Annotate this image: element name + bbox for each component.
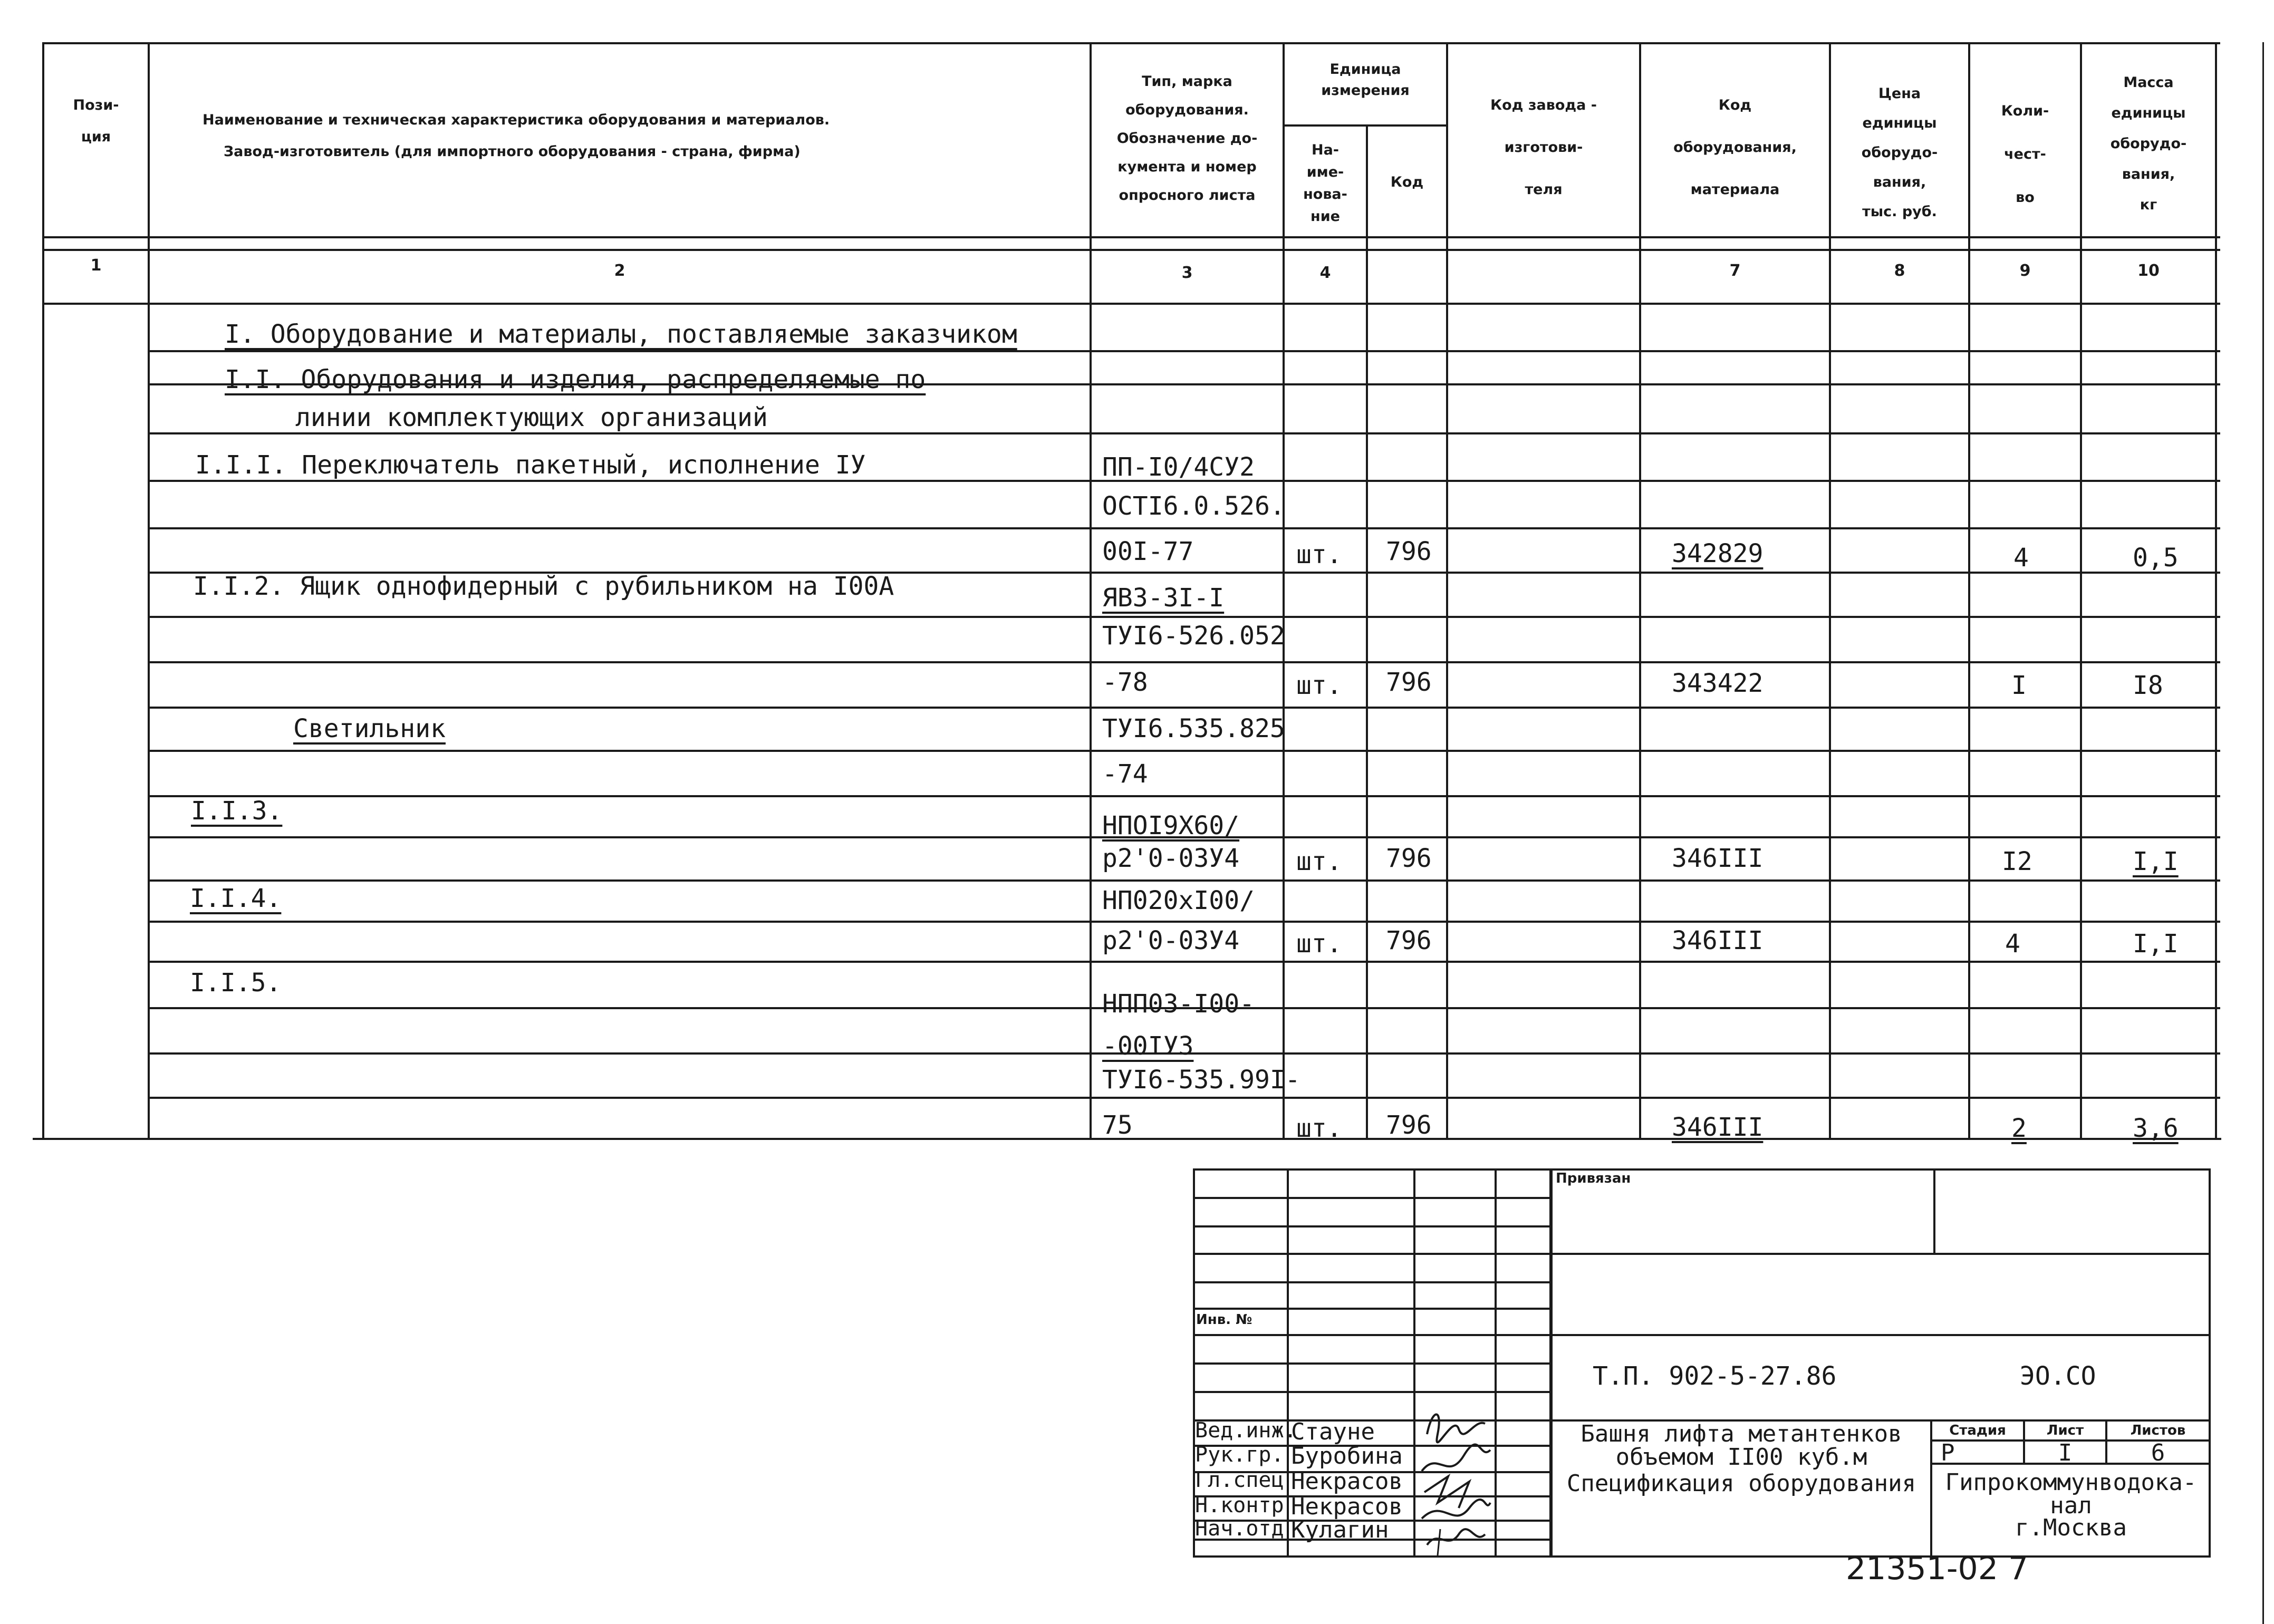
item-type: -74: [1102, 759, 1148, 789]
item-unit-code: 796: [1386, 668, 1432, 697]
item-type: ЯВЗ-3I-I: [1102, 583, 1225, 613]
stamp-grid-h: [1193, 1253, 1552, 1255]
header-quantity: Коли- чест- во: [2001, 103, 2049, 206]
stamp-project-line3: Спецификация оборудования: [1566, 1470, 1916, 1497]
col-divider: [148, 42, 150, 1140]
item-type: НП020хI00/: [1102, 886, 1255, 915]
header-unit-mass: Масса единицы оборудо- вания, кг: [2110, 74, 2187, 213]
stamp-person: Некрасов: [1291, 1493, 1403, 1520]
item-quantity: I: [2011, 671, 2027, 700]
stamp-org-line1: Гипрокоммунводока-: [1945, 1469, 2197, 1496]
item-mass: I,I: [2133, 847, 2179, 876]
item-unit: шт.: [1296, 929, 1342, 959]
row-line: [148, 527, 2220, 529]
stamp-sheet-code: ЭО.СО: [2020, 1361, 2096, 1391]
item-unit: шт.: [1296, 847, 1342, 876]
item-type: -00IУ3: [1102, 1031, 1194, 1061]
table-right-border: [2215, 42, 2217, 1140]
header-unit-group: Единица измерения: [1321, 61, 1410, 99]
item-type: -78: [1102, 668, 1148, 697]
item-equipment-code: 346III: [1672, 1113, 1764, 1142]
row-line: [148, 1097, 2220, 1099]
stamp-role: Нач.отд: [1195, 1516, 1284, 1541]
stamp-project-line2: объемом II00 куб.м: [1615, 1444, 1867, 1471]
item-unit-code: 796: [1386, 844, 1432, 873]
item-type: ПП-I0/4СУ2: [1102, 452, 1255, 482]
stamp-privyazan-divider: [1933, 1168, 1935, 1253]
header-type: Тип, марка оборудования. Обозначение до- кумента и номер опросного листа: [1116, 73, 1258, 204]
item-position: I.I.4.: [190, 884, 282, 913]
item-unit: шт.: [1296, 540, 1342, 569]
col-divider: [1366, 124, 1368, 1140]
item-type: ТУI6.535.825: [1102, 714, 1285, 743]
col-number-2: 2: [614, 262, 625, 280]
subsection-title-line1: I.I. Оборудования и изделия, распределяемые по: [225, 365, 926, 394]
item-quantity: 4: [2005, 929, 2020, 959]
stamp-person: Кулагин: [1291, 1516, 1389, 1543]
item-mass: 0,5: [2133, 543, 2179, 573]
stamp-inv-label: Инв. №: [1196, 1312, 1252, 1328]
stamp-stage-value: Р: [1941, 1439, 1955, 1466]
item-unit-code: 796: [1386, 926, 1432, 955]
header-bottom-line: [42, 236, 2220, 238]
stamp-sheets-label: Листов: [2130, 1423, 2186, 1438]
item-position: I.I.5.: [190, 968, 282, 998]
unit-subheader-line: [1283, 124, 1446, 127]
row-line: [148, 707, 2220, 709]
subsection-title-line2: линии комплектующих организаций: [295, 403, 768, 432]
item-type: НПП03-I00-: [1102, 989, 1255, 1019]
stamp-grid-h: [1193, 1281, 1552, 1283]
archive-number: 21351-02 7: [1846, 1550, 2029, 1587]
stamp-role: Вед.инж.: [1195, 1418, 1297, 1443]
stamp-org-line2: нал: [2050, 1492, 2092, 1519]
item-quantity: I2: [2002, 847, 2032, 876]
section-title-1: I. Оборудование и материалы, поставляемые заказчиком: [225, 320, 1017, 349]
header-unit-name: На- име- нова- ние: [1303, 142, 1347, 225]
stamp-role: Гл.спец: [1195, 1468, 1284, 1492]
stamp-grid-h: [1193, 1197, 1552, 1199]
stamp-person: Некрасов: [1291, 1468, 1403, 1495]
item-mass: I,I: [2133, 929, 2179, 959]
item-name: I.I.2. Ящик однофидерный с рубильником на I00А: [193, 572, 894, 601]
stamp-stage-label: Стадия: [1949, 1423, 2006, 1438]
item-type: ОСТI6.0.526.: [1102, 491, 1285, 521]
item-mass: 3,6: [2133, 1114, 2179, 1143]
item-quantity: 4: [2013, 543, 2029, 573]
item-equipment-code: 342829: [1672, 539, 1764, 568]
table-left-border: [42, 42, 44, 1140]
row-line: [148, 921, 2220, 923]
stamp-grid-h: [1193, 1225, 1552, 1227]
item-unit-code: 796: [1386, 1110, 1432, 1140]
row-line: [148, 350, 2220, 352]
stamp-sheet-label: Лист: [2046, 1423, 2084, 1438]
stamp-project-line1: Башня лифта метантенков: [1581, 1420, 1902, 1447]
stamp-bottom: [1193, 1555, 2211, 1558]
item-type: р2'0-03У4: [1102, 926, 1240, 955]
item-type: р2'0-03У4: [1102, 844, 1240, 873]
item-name: I.I.I. Переключатель пакетный, исполнение IУ: [195, 450, 866, 480]
item-unit: шт.: [1296, 1114, 1342, 1143]
stamp-grid-h: [1193, 1391, 1552, 1393]
header-manufacturer-code: Код завода - изготови- теля: [1490, 97, 1597, 198]
col-number-4: 4: [1319, 264, 1331, 282]
table-top-border: [42, 42, 2220, 44]
header-unit-price: Цена единицы оборудо- вания, тыс. руб.: [1861, 85, 1938, 220]
stamp-privyazan-label: Привязан: [1556, 1171, 1631, 1186]
row-line: [148, 879, 2220, 882]
stamp-role: Н.контр: [1195, 1493, 1284, 1517]
item-position: I.I.3.: [191, 796, 283, 826]
signature-scribbles: [1417, 1403, 1496, 1561]
stamp-sheet-value: I: [2058, 1439, 2073, 1466]
stamp-code-top: [1550, 1334, 2210, 1336]
row-line: [148, 961, 2220, 963]
item-unit-code: 796: [1386, 537, 1432, 566]
stamp-person: Буробина: [1291, 1443, 1403, 1470]
header-unit-code: Код: [1390, 174, 1424, 190]
item-quantity: 2: [2011, 1114, 2027, 1143]
row-line: [148, 616, 2220, 618]
item-unit: шт.: [1296, 671, 1342, 700]
stamp-role: Рук.гр.: [1195, 1443, 1284, 1467]
stamp-org-line3: г.Москва: [2015, 1514, 2127, 1541]
stamp-doc-code: Т.П. 902-5-27.86: [1593, 1361, 1837, 1391]
sheet-edge-mark: [2262, 42, 2264, 1624]
item-type: ТУI6-526.052: [1102, 621, 1285, 651]
row-line: [148, 750, 2220, 752]
stamp-sheets-value: 6: [2151, 1439, 2165, 1466]
row-line: [148, 432, 2220, 434]
item-equipment-code: 346III: [1672, 844, 1764, 873]
item-type: ТУI6-535.99I-: [1102, 1065, 1300, 1095]
stamp-grid-h: [1193, 1362, 1552, 1365]
item-type: 00I-77: [1102, 537, 1194, 566]
row-line: [148, 661, 2220, 663]
item-mass: I8: [2133, 671, 2163, 700]
header-equipment-code: Код оборудования, материала: [1673, 97, 1797, 198]
col-number-1: 1: [90, 256, 102, 275]
col-number-10: 10: [2137, 262, 2160, 280]
header-position: Пози- ция: [73, 97, 119, 145]
col-number-7: 7: [1729, 262, 1741, 280]
stamp-person: Стауне: [1291, 1418, 1375, 1445]
item-name: Светильник: [293, 714, 446, 743]
item-type: НПОI9Х60/: [1102, 811, 1240, 840]
numbers-row-line: [42, 249, 2220, 251]
header-name: Наименование и техническая характеристика оборудования и материалов. Завод-изготовитель (для импортного оборудования - страна, фирма): [203, 112, 830, 160]
item-equipment-code: 346III: [1672, 926, 1764, 955]
numbers-row-bottom: [42, 303, 2220, 305]
stamp-top: [1193, 1168, 2211, 1171]
col-number-9: 9: [2019, 262, 2031, 280]
stamp-grid-h: [1193, 1308, 1552, 1310]
stamp-privyazan-bottom: [1550, 1253, 2210, 1255]
item-type: 75: [1102, 1110, 1133, 1140]
item-equipment-code: 343422: [1672, 669, 1764, 698]
col-number-8: 8: [1894, 262, 1905, 280]
col-number-3: 3: [1181, 264, 1193, 282]
stamp-grid-h: [1193, 1334, 1552, 1336]
row-line: [148, 795, 2220, 797]
